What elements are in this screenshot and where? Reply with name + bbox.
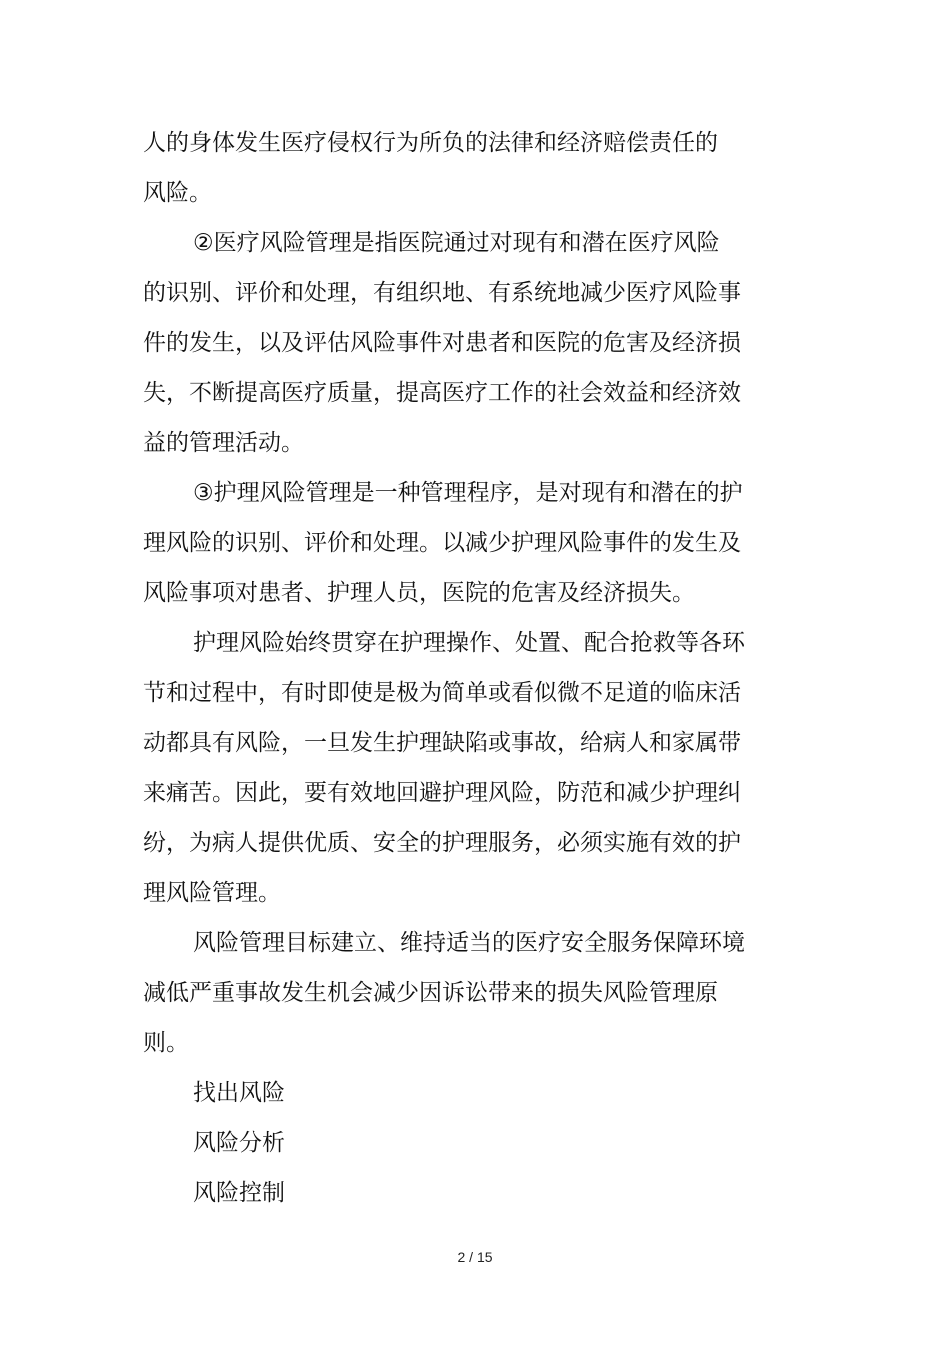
text-line: 来痛苦。因此，要有效地回避护理风险，防范和减少护理纠 xyxy=(143,780,741,806)
text-line: 件的发生，以及评估风险事件对患者和医院的危害及经济损 xyxy=(143,330,741,356)
text-line: 人的身体发生医疗侵权行为所负的法律和经济赔偿责任的 xyxy=(143,130,718,156)
list-item: 找出风险 xyxy=(193,1080,285,1106)
text-line: 理风险管理。 xyxy=(143,880,281,906)
text-line: 节和过程中，有时即使是极为简单或看似微不足道的临床活 xyxy=(143,680,741,706)
list-item: 风险控制 xyxy=(193,1180,285,1206)
text-line: 风险事项对患者、护理人员，医院的危害及经济损失。 xyxy=(143,580,695,606)
text-line: 益的管理活动。 xyxy=(143,430,304,456)
text-line: 风险管理目标建立、维持适当的医疗安全服务保障环境 xyxy=(193,930,745,956)
text-line: ③护理风险管理是一种管理程序，是对现有和潜在的护 xyxy=(193,480,743,506)
text-line: 减低严重事故发生机会减少因诉讼带来的损失风险管理原 xyxy=(143,980,718,1006)
text-line: 纷，为病人提供优质、安全的护理服务，必须实施有效的护 xyxy=(143,830,741,856)
text-line: 护理风险始终贯穿在护理操作、处置、配合抢救等各环 xyxy=(193,630,745,656)
page-number: 2 / 15 xyxy=(457,1249,493,1265)
text-line: 失，不断提高医疗质量，提高医疗工作的社会效益和经济效 xyxy=(143,380,741,406)
body-text xyxy=(143,118,753,1218)
text-line: 的识别、评价和处理，有组织地、有系统地减少医疗风险事 xyxy=(143,280,741,306)
text-line: 则。 xyxy=(143,1030,189,1056)
text-line: 风险。 xyxy=(143,180,212,206)
list-item: 风险分析 xyxy=(193,1130,285,1156)
text-line: ②医疗风险管理是指医院通过对现有和潜在医疗风险 xyxy=(193,230,720,256)
text-line: 理风险的识别、评价和处理。以减少护理风险事件的发生及 xyxy=(143,530,741,556)
text-line: 动都具有风险，一旦发生护理缺陷或事故，给病人和家属带 xyxy=(143,730,741,756)
